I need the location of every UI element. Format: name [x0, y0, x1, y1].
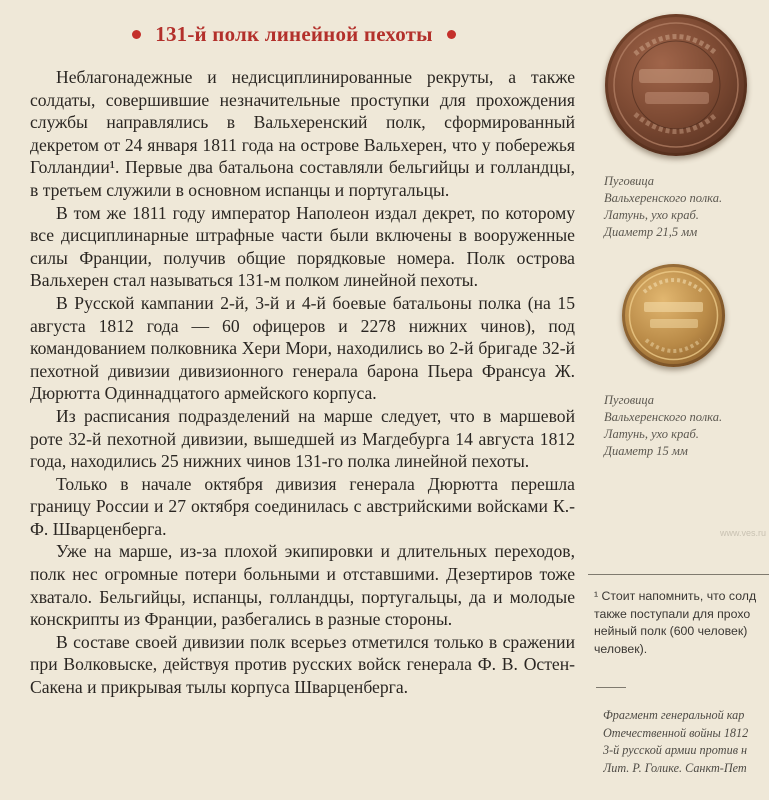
paragraph-3: В Русской кампании 2-й, 3-й и 4-й боевые батальоны полка (на 15 августа 1812 года — 60 офицеров и 2278 нижних чинов), под командованием полковника Хери Мори, находились во 2-й бригаде 32-й пехотной дивизии дивизионного генерала барона Пьера Франсуа Ж. Дюрютта Одиннадцатого армейского корпуса.: [30, 292, 575, 404]
watermark: www.ves.ru: [720, 528, 767, 538]
button-small-caption: Пуговица Вальхеренского полка. Латунь, ухо краб. Диаметр 15 мм: [604, 393, 723, 458]
section-heading: [124, 20, 464, 48]
footnote-divider: [588, 574, 769, 575]
bullet-dot-right-icon: [447, 30, 456, 39]
map-caption: Фрагмент генеральной кар Отечественной войны 1812 3-й русской армии против н Лит. Р. Голике. Санкт-Пет: [603, 708, 749, 775]
button-small-icon: [622, 264, 725, 367]
paragraph-4: Из расписания подразделений на марше следует, что в маршевой роте 32-й пехотной дивизии, вышедшей из Магдебурга 14 августа 1812 года, находились 25 нижних чинов 131-го полка линейной пехоты.: [30, 405, 575, 472]
main-article-text: [30, 66, 575, 699]
button-large-icon: [605, 14, 747, 156]
footnote: ¹ Стоит напомнить, что солд также поступали для прохо нейный полк (600 человек) человек).: [594, 589, 757, 656]
caption-divider: [596, 687, 626, 688]
paragraph-5: Только в начале октября дивизия генерала Дюрютта перешла границу России и 27 октября соединилась с австрийскими войсками К.-Ф. Шварценберга.: [30, 473, 575, 539]
paragraph-1: Неблагонадежные и недисциплинированные рекруты, а также солдаты, совершившие незначительные проступки для прохождения службы направлялись в Вальхеренский полк, сформированный декретом от 24 января 1811 года на острове Вальхерен, что у побережья Голландии¹. Первые два батальона составляли бельгийцы и голландцы, в третьем служили в основном испанцы и португальцы.: [30, 67, 575, 200]
button-small-image: [622, 264, 725, 367]
button-large-caption: Пуговица Вальхеренского полка. Латунь, ухо краб. Диаметр 21,5 мм: [604, 174, 723, 239]
paragraph-6: Уже на марше, из-за плохой экипировки и длительных переходов, полк нес огромные потери больными и отставшими. Дезертиров тоже хватало. Бельгийцы, испанцы, голландцы, португальцы, да и молодые конскрипты из Франции, разбегались в разные стороны.: [30, 541, 575, 630]
section-title: 131-й полк линейной пехоты: [155, 21, 433, 46]
bullet-dot-left-icon: [132, 30, 141, 39]
paragraph-7: В составе своей дивизии полк всерьез отметился только в сражении при Волковыске, действуя против русских войск генерала Ф. В. Остен-Сакена и прикрывая тылы корпуса Шварценберга.: [30, 631, 575, 698]
paragraph-2: В том же 1811 году император Наполеон издал декрет, по которому все дисциплинарные штрафные части были включены в вооруженные силы Франции, получив общие порядковые номера. Полк острова Вальхерен стал называться 131-м полком линейной пехоты.: [30, 202, 575, 291]
button-large-image: [605, 14, 747, 156]
